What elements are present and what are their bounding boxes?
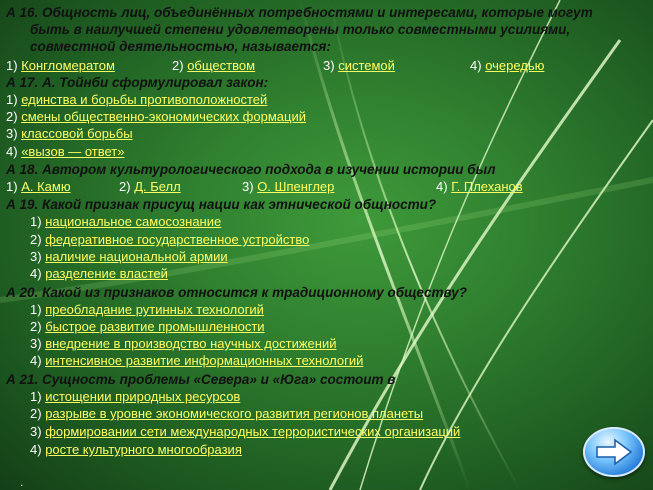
q16-option-1: 1) Конгломератом	[6, 58, 115, 73]
q16-answer-3-link[interactable]: системой	[338, 58, 395, 73]
question-16	[6, 4, 593, 55]
q21-answer-2-link[interactable]: разрыве в уровне экономического развития регионов планеты	[45, 406, 424, 421]
q21-answer-3-link[interactable]: формировании сети международных террористических организаций	[45, 424, 461, 439]
q16-answer-1-link[interactable]: Конгломератом	[21, 58, 115, 73]
q16-answer-4-link[interactable]: очередью	[485, 58, 545, 73]
q16-answer-2-link[interactable]: обществом	[187, 58, 256, 73]
q20-answer-2-link[interactable]: быстрое развитие промышленности	[45, 319, 265, 334]
q18-answer-3-link[interactable]: О. Шпенглер	[257, 179, 335, 194]
q16-option-4: 4) очередью	[470, 58, 545, 73]
q18-option-1: 1) А. Камю	[6, 179, 71, 194]
q18-answer-4-link[interactable]: Г. Плеханов	[451, 179, 523, 194]
q17-option-2: 2) смены общественно-экономических формаций	[6, 109, 306, 124]
q17-answer-3-link[interactable]: классовой борьбы	[21, 126, 133, 141]
q19-answer-3-link[interactable]: наличие национальной армии	[45, 249, 228, 264]
q17-option-1: 1) единства и борьбы противоположностей	[6, 92, 268, 107]
question-17: А 17. А. Тойнби сформулировал закон:	[6, 75, 269, 90]
q19-option-4: 4) разделение властей	[30, 266, 168, 281]
question-16-line3: совместной деятельностью, называется:	[30, 39, 331, 54]
q19-option-1: 1) национальное самосознание	[30, 214, 222, 229]
q20-answer-3-link[interactable]: внедрение в производство научных достижений	[45, 336, 337, 351]
q16-option-2: 2) обществом	[172, 58, 256, 73]
q20-answer-1-link[interactable]: преобладание рутинных технологий	[45, 302, 264, 317]
q17-option-4: 4) «вызов — ответ»	[6, 144, 125, 159]
q18-option-2: 2) Д. Белл	[119, 179, 181, 194]
q20-answer-4-link[interactable]: интенсивное развитие информационных технологий	[45, 353, 364, 368]
question-16-line2: быть в наилучшей степени удовлетворены только совместными усилиями,	[30, 22, 571, 37]
q19-answer-1-link[interactable]: национальное самосознание	[45, 214, 222, 229]
q19-option-2: 2) федеративное государственное устройство	[30, 232, 310, 247]
q19-answer-2-link[interactable]: федеративное государственное устройство	[45, 232, 310, 247]
q17-answer-4-link[interactable]: «вызов — ответ»	[21, 144, 125, 159]
q16-option-3: 3) системой	[323, 58, 395, 73]
next-slide-button[interactable]	[583, 427, 645, 477]
q19-option-3: 3) наличие национальной армии	[30, 249, 228, 264]
q17-answer-2-link[interactable]: смены общественно-экономических формаций	[21, 109, 306, 124]
q18-option-4: 4) Г. Плеханов	[436, 179, 523, 194]
right-arrow-icon	[595, 438, 633, 466]
q21-option-2: 2) разрыве в уровне экономического развития регионов планеты	[30, 406, 424, 421]
q21-option-4: 4) росте культурного многообразия	[30, 442, 242, 457]
q20-option-4: 4) интенсивное развитие информационных технологий	[30, 353, 364, 368]
question-18: А 18. Автором культурологического подхода в изучении истории был	[6, 162, 496, 177]
q21-answer-1-link[interactable]: истощении природных ресурсов	[45, 389, 241, 404]
q18-answer-2-link[interactable]: Д. Белл	[134, 179, 181, 194]
question-19: А 19. Какой признак присущ нации как этнической общности?	[6, 197, 437, 212]
footer-dot: .	[20, 475, 24, 489]
q19-answer-4-link[interactable]: разделение властей	[45, 266, 168, 281]
q18-option-3: 3) О. Шпенглер	[242, 179, 335, 194]
q17-option-3: 3) классовой борьбы	[6, 126, 133, 141]
question-16-line1: А 16. Общность лиц, объединённых потребностями и интересами, которые могут	[6, 5, 593, 20]
q21-option-3: 3) формировании сети международных террористических организаций	[30, 424, 461, 439]
q20-option-2: 2) быстрое развитие промышленности	[30, 319, 265, 334]
question-21: А 21. Сущность проблемы «Севера» и «Юга» состоит в	[6, 372, 396, 387]
q20-option-1: 1) преобладание рутинных технологий	[30, 302, 264, 317]
q18-answer-1-link[interactable]: А. Камю	[21, 179, 71, 194]
q21-option-1: 1) истощении природных ресурсов	[30, 389, 241, 404]
q21-answer-4-link[interactable]: росте культурного многообразия	[45, 442, 242, 457]
q20-option-3: 3) внедрение в производство научных достижений	[30, 336, 337, 351]
q17-answer-1-link[interactable]: единства и борьбы противоположностей	[21, 92, 268, 107]
question-20: А 20. Какой из признаков относится к традиционному обществу?	[6, 285, 467, 300]
